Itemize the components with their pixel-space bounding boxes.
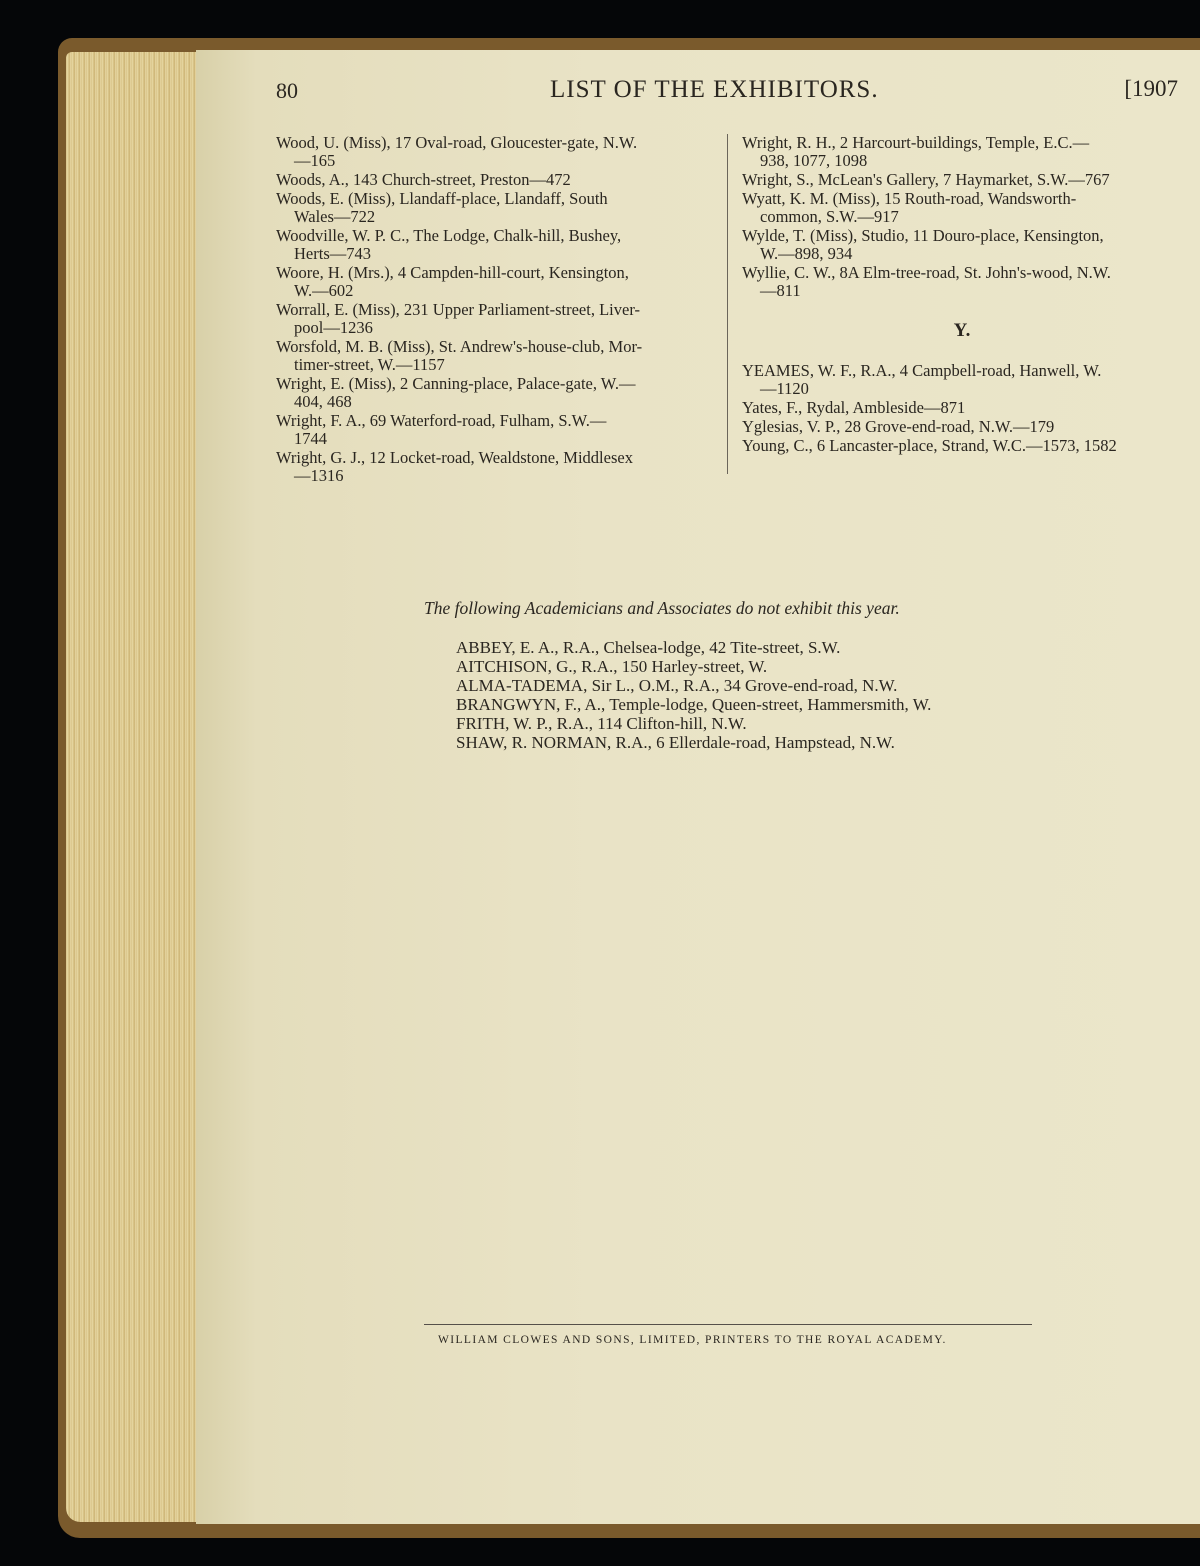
list-item: Woods, E. (Miss), Llandaff-place, Llandaff, South Wales—722	[276, 189, 608, 226]
list-item: Wright, F. A., 69 Waterford-road, Fulham, S.W.— 1744	[276, 411, 607, 448]
list-item: Woodville, W. P. C., The Lodge, Chalk-hill, Bushey, Herts—743	[276, 226, 622, 263]
list-item: Wyllie, C. W., 8A Elm-tree-road, St. John's-wood, N.W. —811	[742, 263, 1111, 300]
list-item: Woods, A., 143 Church-street, Preston—472	[276, 170, 571, 189]
list-item: AITCHISON, G., R.A., 150 Harley-street, W.	[456, 657, 768, 676]
page-title: LIST OF THE EXHIBITORS.	[550, 76, 879, 103]
non-exhibitors-note: The following Academicians and Associates do not exhibit this year.	[424, 598, 900, 618]
list-item: Woore, H. (Mrs.), 4 Campden-hill-court, Kensington, W.—602	[276, 263, 629, 300]
column-divider	[727, 134, 728, 474]
non-exhibiting-academicians-list	[456, 638, 931, 752]
list-item: Yates, F., Rydal, Ambleside—871	[742, 398, 966, 417]
section-heading-y: Y.	[953, 320, 971, 341]
list-item: FRITH, W. P., R.A., 114 Clifton-hill, N.W.	[456, 714, 747, 733]
footer-rule	[424, 1324, 1032, 1325]
list-item: Worrall, E. (Miss), 231 Upper Parliament-street, Liver- pool—1236	[276, 300, 640, 337]
list-item: Wright, S., McLean's Gallery, 7 Haymarket, S.W.—767	[742, 170, 1110, 189]
right-column	[742, 134, 1182, 456]
list-item: Wright, G. J., 12 Locket-road, Wealdstone, Middlesex —1316	[276, 448, 633, 485]
list-item: Worsfold, M. B. (Miss), St. Andrew's-house-club, Mor- timer-street, W.—1157	[276, 337, 643, 374]
page-number: 80	[276, 78, 298, 103]
list-item: ABBEY, E. A., R.A., Chelsea-lodge, 42 Tite-street, S.W.	[456, 638, 841, 657]
page-year: [1907	[1124, 76, 1178, 101]
list-item: ALMA-TADEMA, Sir L., O.M., R.A., 34 Grove-end-road, N.W.	[456, 676, 898, 695]
list-item: Wright, R. H., 2 Harcourt-buildings, Temple, E.C.— 938, 1077, 1098	[742, 133, 1090, 170]
page-edges	[66, 52, 202, 1522]
list-item: YEAMES, W. F., R.A., 4 Campbell-road, Hanwell, W. —1120	[742, 361, 1102, 398]
list-item: BRANGWYN, F., A., Temple-lodge, Queen-street, Hammersmith, W.	[456, 695, 932, 714]
page	[196, 50, 1200, 1524]
list-item: Young, C., 6 Lancaster-place, Strand, W.C.—1573, 1582	[742, 436, 1117, 455]
printer-credit: WILLIAM CLOWES AND SONS, LIMITED, PRINTERS TO THE ROYAL ACADEMY.	[438, 1334, 947, 1346]
list-item: SHAW, R. NORMAN, R.A., 6 Ellerdale-road, Hampstead, N.W.	[456, 733, 895, 752]
list-item: Wyatt, K. M. (Miss), 15 Routh-road, Wandsworth- common, S.W.—917	[742, 189, 1077, 226]
list-item: Wood, U. (Miss), 17 Oval-road, Gloucester-gate, N.W. —165	[276, 133, 638, 170]
list-item: Wylde, T. (Miss), Studio, 11 Douro-place, Kensington, W.—898, 934	[742, 226, 1104, 263]
list-item: Yglesias, V. P., 28 Grove-end-road, N.W.—179	[742, 417, 1055, 436]
left-column	[276, 134, 716, 486]
list-item: Wright, E. (Miss), 2 Canning-place, Palace-gate, W.— 404, 468	[276, 374, 636, 411]
page-content	[196, 50, 1200, 1524]
